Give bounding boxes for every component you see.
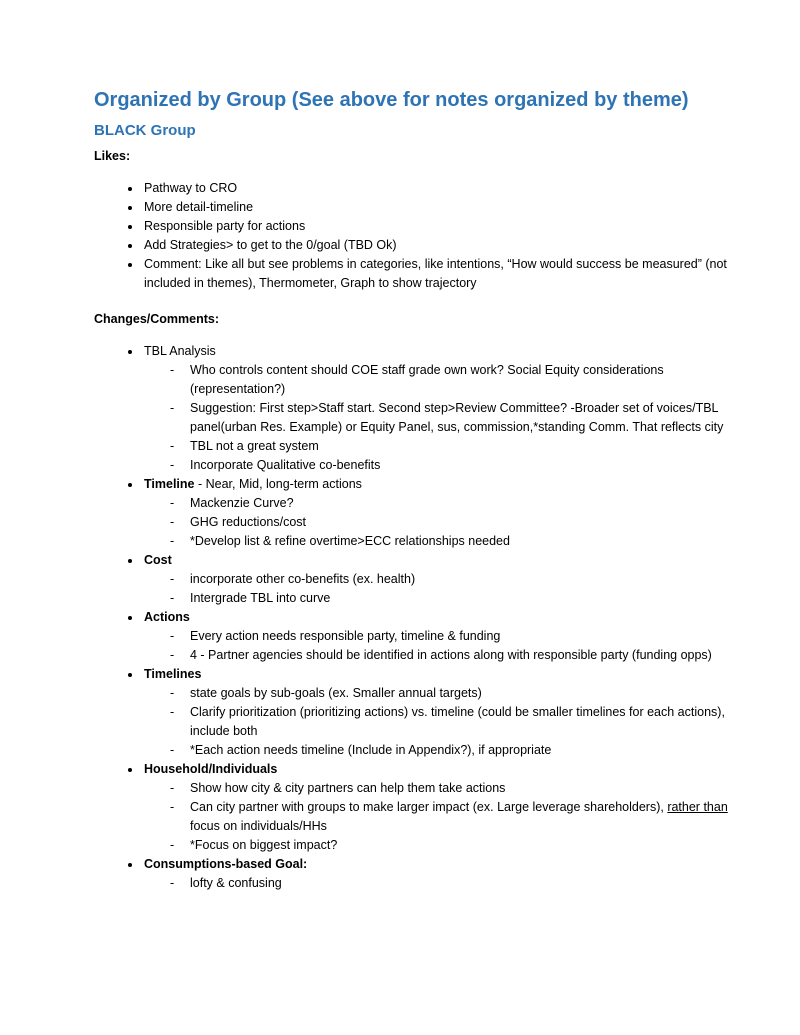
sub-list [144,779,728,855]
list-item: • Pathway to CRO [142,179,728,198]
item-label: Actions [144,610,190,624]
sub-item: - *Focus on biggest impact? [166,836,728,855]
page-title: Organized by Group (See above for notes organized by theme) [94,89,689,111]
item-text: TBL Analysis [144,344,216,358]
list-item [142,475,728,551]
sub-item: - Who controls content should COE staff grade own work? Social Equity considerations (representation?) [166,361,728,399]
sub-item: - Every action needs responsible party, timeline & funding [166,627,728,646]
changes-heading: Changes/Comments: [94,312,220,326]
list-item: • Responsible party for actions [142,217,728,236]
sub-item: - Incorporate Qualitative co-benefits [166,456,728,475]
likes-heading: Likes: [94,149,131,163]
sub-item: - Clarify prioritization (prioritizing actions) vs. timeline (could be smaller timelines for each actions), include both [166,703,728,741]
sub-item: - incorporate other co-benefits (ex. health) [166,570,728,589]
item-label: Consumptions-based Goal: [144,857,308,871]
sub-item: - TBL not a great system [166,437,728,456]
sub-item: - Intergrade TBL into curve [166,589,728,608]
sub-item-text: Can city partner with groups to make larger impact (ex. Large leverage shareholders), [190,800,668,814]
likes-list [94,179,728,293]
list-item [142,551,728,608]
list-item [142,665,728,760]
item-label: Cost [144,553,172,567]
sub-item [166,798,728,836]
list-item: • More detail-timeline [142,198,728,217]
sub-item: - state goals by sub-goals (ex. Smaller annual targets) [166,684,728,703]
sub-list [144,361,728,475]
sub-list [144,874,728,893]
changes-list [94,342,728,893]
item-text: - Near, Mid, long-term actions [194,477,362,491]
sub-item: - Show how city & city partners can help them take actions [166,779,728,798]
underlined-text: rather than [667,800,728,814]
item-label: Timeline [144,477,195,491]
sub-list [144,627,728,665]
sub-item: - lofty & confusing [166,874,728,893]
list-item: • Comment: Like all but see problems in categories, like intentions, “How would success be measured” (not included in themes), Thermometer, Graph to show trajectory [142,255,728,293]
sub-item: - *Develop list & refine overtime>ECC relationships needed [166,532,728,551]
sub-list [144,684,728,760]
sub-item: - Suggestion: First step>Staff start. Second step>Review Committee? -Broader set of voices/TBL panel(urban Res. Example) or Equity Panel, sus, commission,*standing Comm. That reflects city [166,399,728,437]
sub-list [144,494,728,551]
sub-item: - 4 - Partner agencies should be identified in actions along with responsible party (funding opps) [166,646,728,665]
list-item: • Add Strategies> to get to the 0/goal (TBD Ok) [142,236,728,255]
list-item [142,342,728,475]
list-item [142,760,728,855]
sub-list [144,570,728,608]
sub-item: - *Each action needs timeline (Include in Appendix?), if appropriate [166,741,728,760]
list-item [142,855,728,893]
item-label: Timelines [144,667,202,681]
group-heading: BLACK Group [94,122,196,139]
sub-item: - GHG reductions/cost [166,513,728,532]
list-item [142,608,728,665]
sub-item: - Mackenzie Curve? [166,494,728,513]
item-label: Household/Individuals [144,762,278,776]
sub-item-text: focus on individuals/HHs [190,819,327,833]
